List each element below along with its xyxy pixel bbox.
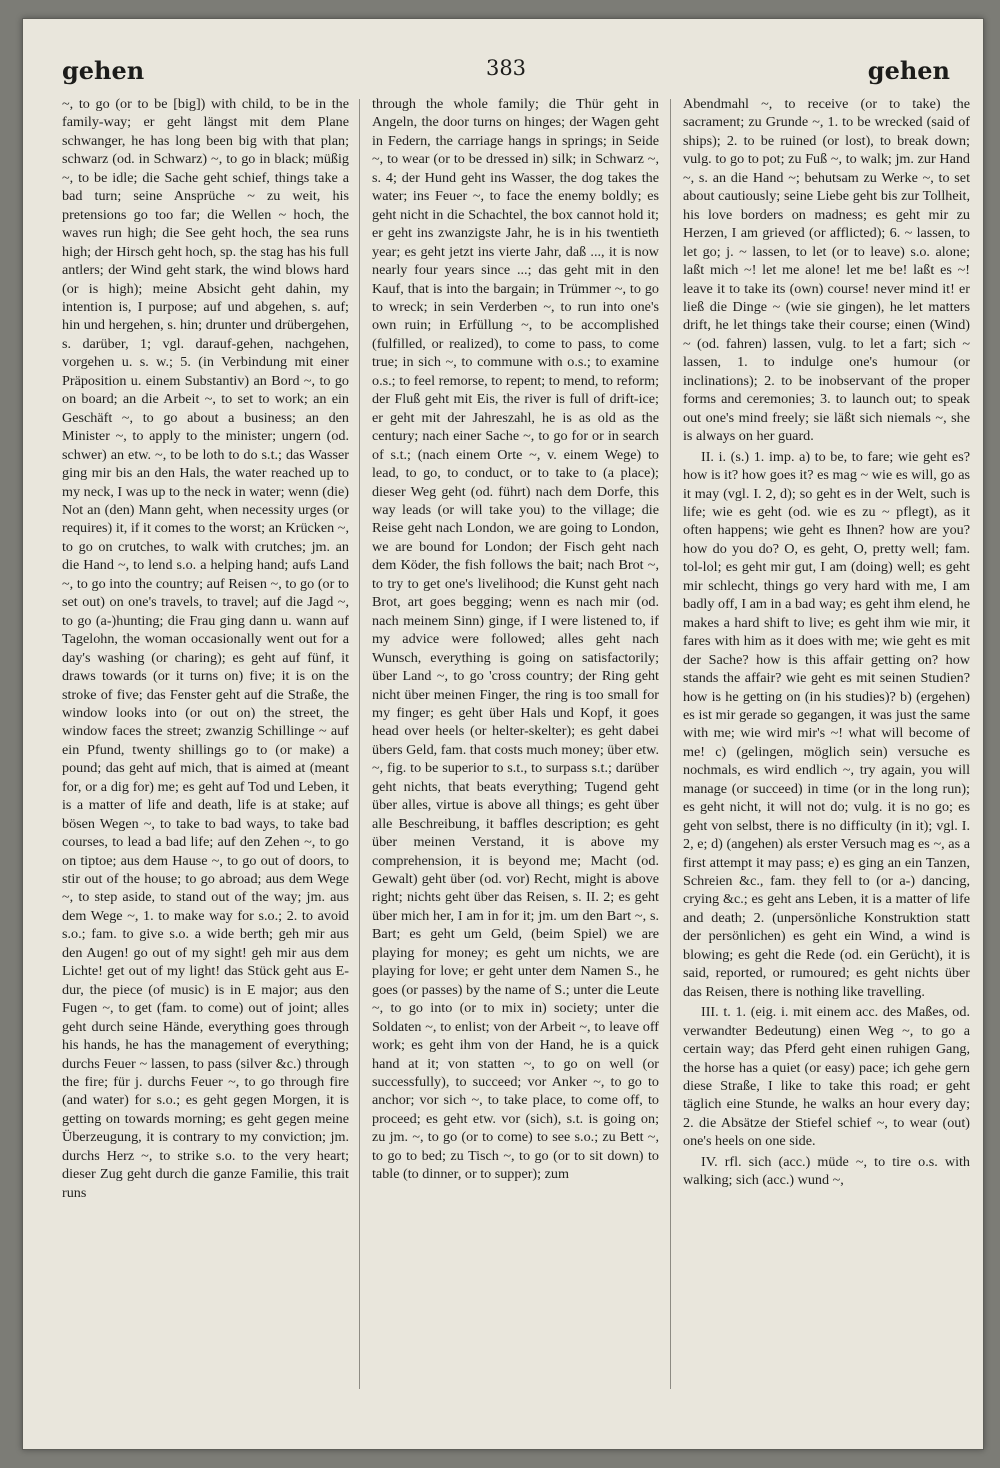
entry-paragraph: IV. rfl. sich (acc.) müde ~, to tire o.s. with walking; sich (acc.) wund ~, xyxy=(683,1153,970,1189)
entry-paragraph: II. i. (s.) 1. imp. a) to be, to fare; wie geht es? how is it? how goes it? es mag ~ wie es will, go as it may (vgl. I. 2, d); so geht es in der Welt, such is life; wie es geht (od. wie es zu ~ pflegt), as it often happens; wie geht es Ihnen? how are you? how do you do? O, es geht, O, pretty well; fam. tol-lol; es geht mir gut, I am (doing) well; es geht mir schlecht, things go very hard with me, I am badly off, I am in a bad way; es geht ihm elend, he makes a hard shift to live; es geht ihm wie mir, it fares with him as it does with me; wie geht es mit der Sache? how is this affair getting on? how stands the affair? wie geht es mit seinen Studien? how is he getting on (in his studies)? b) (ergehen) es ist mir gerade so gegangen, it was just the same with me; wie wird mir's ~! what will become of me! c) (gelingen, möglich sein) versuche es nochmals, es wird endlich ~, try again, you will manage (or succeed) in time (or in the long run); es geht nicht, it will not do; vulg. it is no go; es geht von selbst, there is no difficulty (in it); vgl. I. 2, e; d) (angehen) als erster Versuch mag es ~, as a first attempt it may pass; e) es ging an ein Tanzen, Schreien &c., fam. they fell to (or a-) dancing, crying &c.; es geht ans Leben, it is a matter of life and death; 2. (unpersönliche Konstruktion statt der persönlichen) es geht ein Wind, a wind is blowing; es geht die Rede (od. ein Gerücht), it is said, reported, or rumoured; es geht nichts über das Reisen, there is nothing like travelling. xyxy=(683,448,970,1000)
column-right xyxy=(683,95,970,1395)
head-word-left: gehen xyxy=(62,56,145,85)
entry-paragraph: Abendmahl ~, to receive (or to take) the sacrament; zu Grunde ~, 1. to be wrecked (said of ships); 2. to be ruined (or lost), to break down; vulg. to go to pot; zu Fuß ~, to walk; jm. zur Hand ~, s. an die Hand ~; behutsam zu Werke ~, to set about cautiously; seine Liebe geht bis zur Tollheit, his love borders on madness; es geht mir zu Herzen, I am grieved (or afflicted); 6. ~ lassen, to let go; j. ~ lassen, to let (or to leave) s.o. alone; laßt mich ~! let me alone! let me be! laßt es ~! leave it to take its (own) course! never mind it! er ließ die Dinge ~ (wie sie gingen), he let matters drift, he let things take their course; einen (Wind) ~ (od. fahren) lassen, vulg. to let a fart; sich ~ lassen, 1. to indulge one's humour (or inclinations); 2. to be inobservant of the proper forms and ceremonies; 3. to launch out; to speak out one's mind freely; sie läßt sich niemals ~, she is always on her guard. xyxy=(683,96,970,445)
head-word-right: gehen xyxy=(867,56,950,85)
column-middle xyxy=(372,95,659,1395)
dictionary-page xyxy=(22,18,984,1450)
entry-paragraph: through the whole family; die Thür geht in Angeln, the door turns on hinges; der Wagen geht in Federn, the carriage hangs in springs; in Seide ~, to wear (or to be dressed in) silk; in Schwarz ~, s. 4; der Hund geht ins Wasser, the dog takes the water; ins Feuer ~, to face the enemy boldly; es geht nicht in die Schachtel, the box cannot hold it; er geht ins zwanzigste Jahr, he is in his twentieth year; es geht jetzt ins vierte Jahr, daß ..., it is now nearly four years since ...; das geht mit in den Kauf, that is into the bargain; in Trümmer ~, to go to wreck; in sein Verderben ~, to run into one's own ruin; in Erfüllung ~, to be accomplished (fulfilled, or realized), to come to pass, to come true; in sich ~, to commune with o.s.; to examine o.s.; to feel remorse, to repent; to mend, to reform; der Fluß geht mit Eis, the river is full of drift-ice; er geht mit der Jahreszahl, he is as old as the century; nach einer Sache ~, to go for or in search of s.t.; (nach einem Orte ~, v. einem Wege) to lead, to go, to conduct, or to take to (a place); dieser Weg geht (od. führt) nach dem Dorfe, this way leads (or will take you) to the village; die Reise geht nach London, we are going to London, we are bound for London; der Fisch geht nach dem Köder, the fish follows the bait; nach Brot ~, to try to get one's livelihood; die Kunst geht nach Brot, art goes begging; wenn es nach mir (od. nach meinem Sinn) ginge, if I were listened to, if my advice were followed; alles geht nach Wunsch, everything is going on satisfactorily; über Land ~, to go 'cross country; der Ring geht nicht über meinen Finger, the ring is too small for my finger; es geht über Hals und Kopf, it goes head over heels (or helter-skelter); es geht dabei übers Geld, fam. that costs much money; über etw. ~, fig. to be superior to s.t., to surpass s.t.; darüber geht nichts, that beats everything; Tugend geht über alles, virtue is above all things; es geht über alle Beschreibung, it baffles description; es geht über meinen Verstand, it is above my comprehension, it is beyond me; Macht (od. Gewalt) geht über (od. vor) Recht, might is above right; nichts geht über das Reisen, s. II. 2; es geht über mich her, I am in for it; jm. um den Bart ~, s. Bart; es geht um Geld, (beim Spiel) we are playing for money; es geht um nichts, we are playing for love; er geht unter dem Namen S., he goes (or passes) by the name of S.; unter die Leute ~, to go into (or to mix in) society; unter die Soldaten ~, to enlist; von der Arbeit ~, to leave off work; es geht ihm von der Hand, he is a quick hand at it; von statten ~, to go on well (or successfully), to succeed; vor Anker ~, to go to anchor; vor sich ~, to take place, to come off, to proceed; es geht etw. vor (sich), s.t. is going on; zu jm. ~, to go (or to come) to see s.o.; zu Bett ~, to go to bed; zu Tisch ~, to go (or to sit down) to table (to dinner, or to supper); zum xyxy=(372,96,659,1183)
column-left xyxy=(62,95,349,1395)
page-number: 383 xyxy=(485,56,527,80)
text-columns xyxy=(62,95,970,1395)
entry-paragraph: ~, to go (or to be [big]) with child, to be in the family-way; er geht längst mit dem Plane schwanger, he has long been big with that plan; schwarz (od. in Schwarz) ~, to go in black; müßig ~, to be idle; die Sache geht schief, things take a bad turn; seine Ansprüche ~ zu weit, his pretensions go too far; die Wellen ~ hoch, the waves run high; die See geht hoch, the sea runs high; der Hirsch geht hoch, sp. the stag has his full antlers; der Wind geht stark, the wind blows hard (or is high); meine Absicht geht dahin, my intention is, I purpose; auf und abgehen, s. auf; hin und hergehen, s. hin; drunter und drübergehen, s. darüber, 1; vgl. darauf-gehen, nachgehen, vorgehen u. s. w.; 5. (in Verbindung mit einer Präposition u. einem Substantiv) an Bord ~, to go on board; an die Arbeit ~, to set to work; an ein Geschäft ~, to go about a business; an den Minister ~, to apply to the minister; ungern (od. schwer) an etw. ~, to be loth to do s.t.; das Wasser ging mir bis an den Hals, the water reached up to my neck, I was up to the neck in water; wenn (die) Not an (den) Mann geht, when necessity urges (or requires) it, if it comes to the worst; an Krücken ~, to go on crutches, to walk with crutches; jm. an die Hand ~, to lend s.o. a helping hand; aufs Land ~, to go into the country; auf Reisen ~, to go (or to set out) on one's travels, to travel; auf die Jagd ~, to go (a-)hunting; die Frau ging dann u. wann auf Tagelohn, the woman occasionally went out for a day's washing (or charing); es geht auf fünf, it draws towards (or it turns on) five; it is on the stroke of five; das Fenster geht auf die Straße, the window looks into (or out on) the street, the window faces the street; zwanzig Schillinge ~ auf ein Pfund, twenty shillings go to (or make) a pound; das geht auf mich, that is aimed at (meant for, or a dig for) me; es geht auf Tod und Leben, it is a matter of life and death, life is at stake; auf bösen Wegen ~, to take to bad ways, to take bad courses, to lead a bad life; auf den Zehen ~, to go on tiptoe; aus dem Hause ~, to go out of doors, to stir out of the house; to go abroad; aus dem Wege ~, to step aside, to stand out of the way; jm. aus dem Wege ~, 1. to make way for s.o.; 2. to avoid s.o.; fam. to give s.o. a wide berth; geh mir aus den Augen! go out of my sight! geh mir aus dem Lichte! get out of my light! das Stück geht aus E-dur, the piece (of music) is in E major; aus den Fugen ~, to get (fam. to come) out of joint; alles geht durch seine Hände, everything goes through his hands, he has the management of everything; durchs Feuer ~ lassen, to pass (silver &c.) through the fire; für j. durchs Feuer ~, to go through fire (and water) for s.o.; es geht gegen Morgen, it is getting on towards morning; es geht gegen meine Überzeugung, it is contrary to my conviction; jm. durchs Herz ~, to strike s.o. to the very heart; dieser Zug geht durch die ganze Familie, this trait runs xyxy=(62,96,349,1201)
column-divider xyxy=(670,99,671,1389)
column-divider xyxy=(359,99,360,1389)
running-head xyxy=(62,48,950,88)
entry-paragraph: III. t. 1. (eig. i. mit einem acc. des Maßes, od. verwandter Bedeutung) einen Weg ~, to go a certain way; das Pferd geht einen ruhigen Gang, the horse has a quiet (or easy) pace; ich gehe gern diese Straße, I like to take this road; er geht täglich eine Stunde, he walks an hour every day; 2. die Absätze der Stiefel schief ~, to wear (out) one's heels on one side. xyxy=(683,1004,970,1150)
